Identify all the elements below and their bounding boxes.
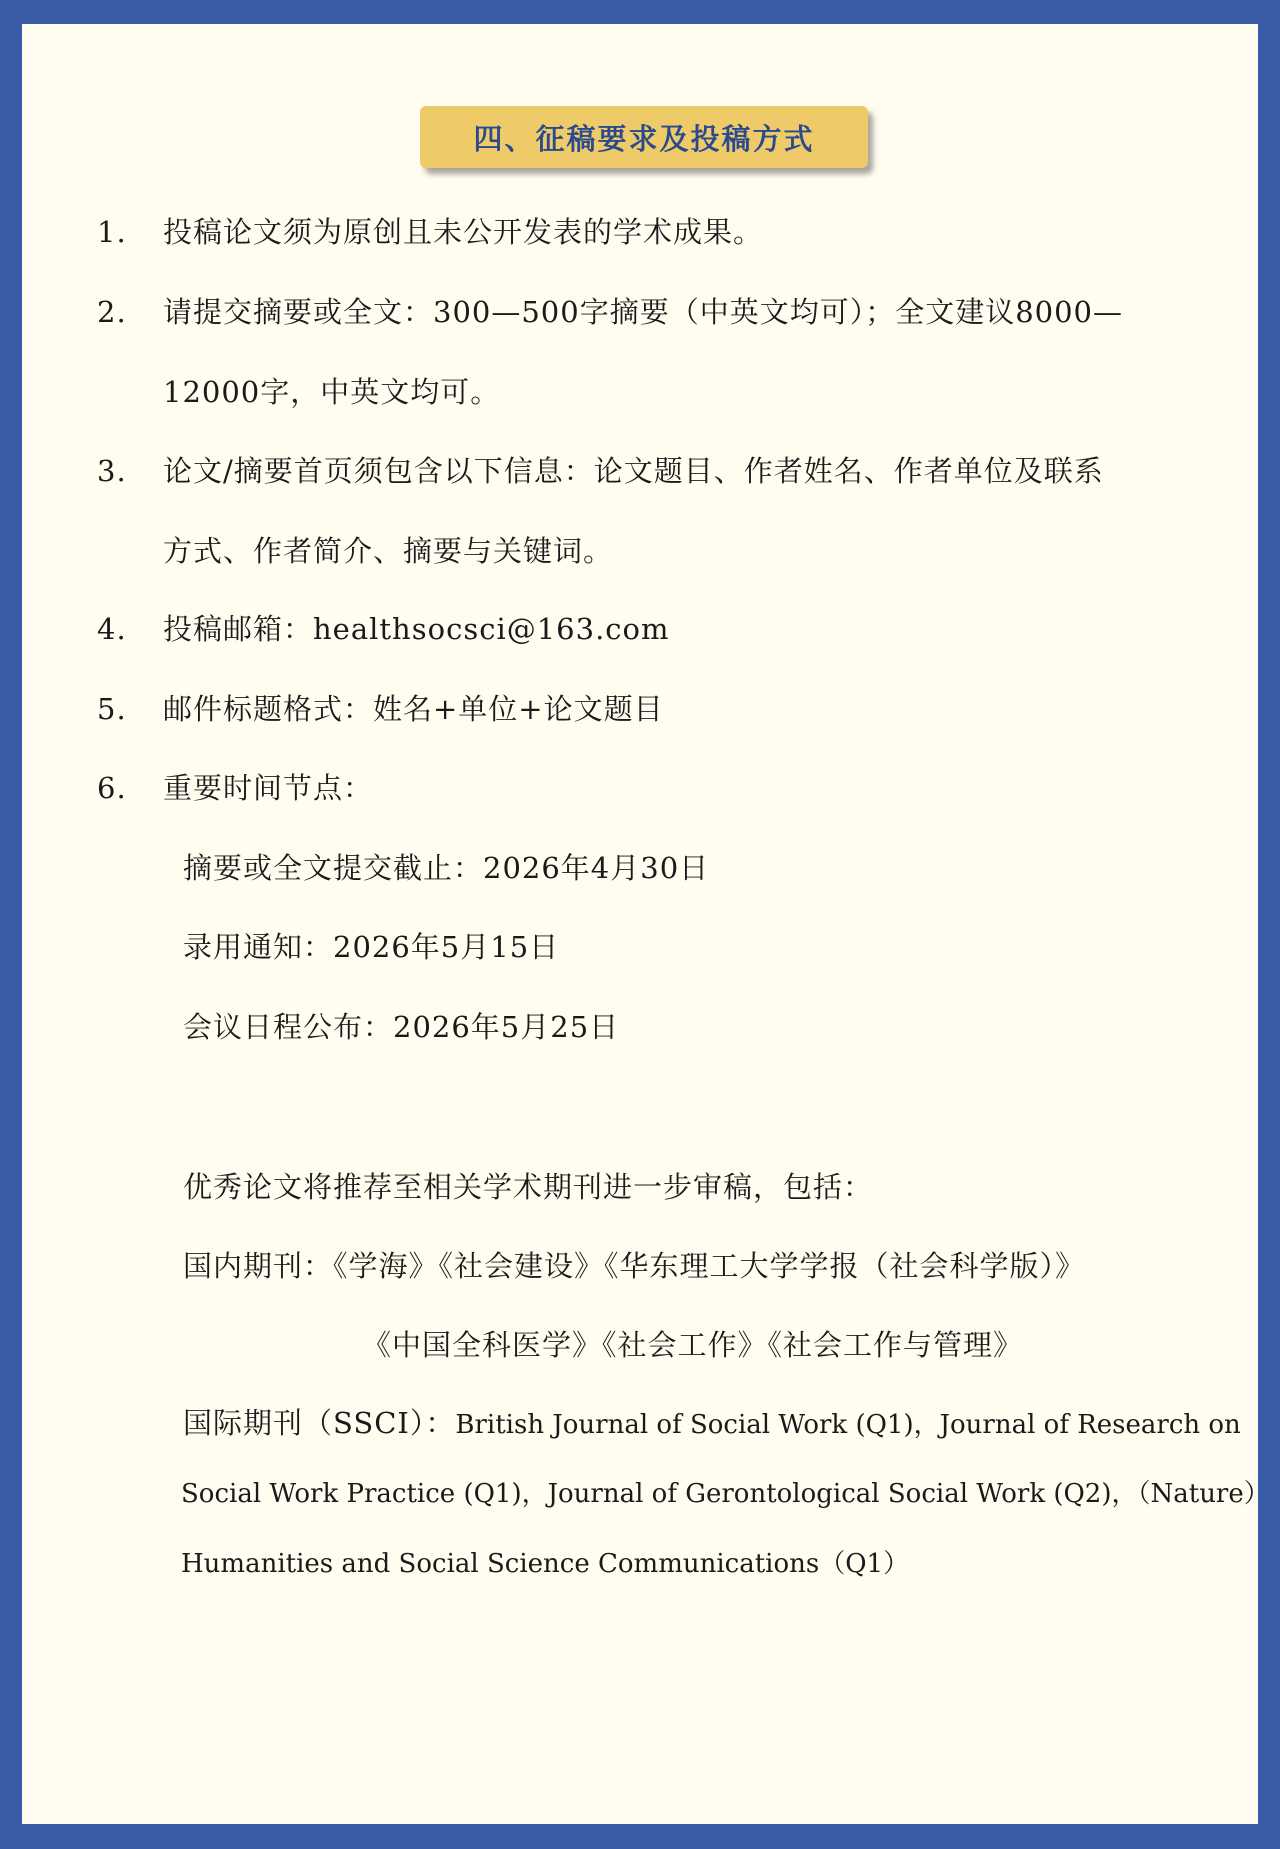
item-text: 12000字，中英文均可。	[163, 375, 501, 409]
item-text: 请提交摘要或全文：300—500字摘要（中英文均可）；全文建议8000—	[163, 295, 1124, 329]
domestic-journals: 国内期刊：《学海》《社会建设》《华东理工大学学报（社会科学版）》	[183, 1249, 1086, 1283]
timeline-entry: 会议日程公布：2026年5月25日	[183, 1010, 620, 1044]
timeline-entry: 录用通知：2026年5月15日	[183, 930, 560, 964]
journals-intro: 优秀论文将推荐至相关学术期刊进一步审稿，包括：	[183, 1170, 874, 1204]
item-number: 6.	[97, 771, 127, 805]
intl-journals-text: British Journal of Social Work (Q1)，Journal of Research on	[455, 1410, 1241, 1440]
item-number: 1.	[97, 215, 127, 249]
international-journals-row	[183, 1403, 1241, 1445]
submission-email: 投稿邮箱：healthsocsci@163.com	[163, 612, 670, 646]
item-number: 4.	[97, 612, 127, 646]
timeline-entry: 摘要或全文提交截止：2026年4月30日	[183, 851, 710, 885]
domestic-journals: 《中国全科医学》《社会工作》《社会工作与管理》	[362, 1328, 1024, 1362]
item-text: 投稿论文须为原创且未公开发表的学术成果。	[163, 215, 764, 249]
item-text: 重要时间节点：	[163, 771, 374, 805]
item-number: 2.	[97, 295, 127, 329]
item-text: 论文/摘要首页须包含以下信息：论文题目、作者姓名、作者单位及联系	[163, 454, 1104, 488]
item-text: 方式、作者简介、摘要与关键词。	[163, 534, 614, 568]
intl-journals-text: Humanities and Social Science Communications（Q1）	[181, 1549, 910, 1579]
intl-journals-label: 国际期刊（SSCI）：	[183, 1406, 456, 1440]
item-text: 邮件标题格式：姓名+单位+论文题目	[163, 692, 664, 726]
section-title: 四、征稿要求及投稿方式	[420, 106, 868, 168]
item-number: 5.	[97, 692, 127, 726]
item-number: 3.	[97, 454, 127, 488]
content-page	[22, 24, 1270, 1824]
intl-journals-text: Social Work Practice (Q1)，Journal of Gerontological Social Work (Q2)，（Nature）	[181, 1479, 1270, 1509]
